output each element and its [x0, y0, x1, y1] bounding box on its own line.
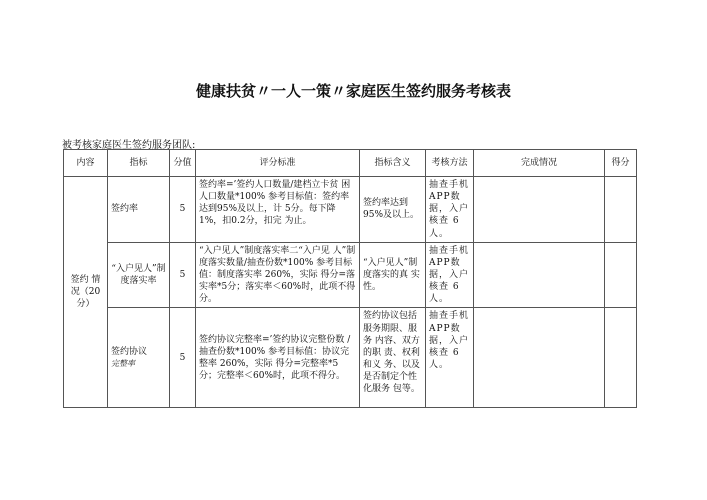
header-method: 考核方法 [426, 150, 474, 177]
method-cell: 抽查手机APP数据，入户核查 6人。 [426, 308, 474, 408]
team-label: 被考核家庭医生签约服务团队: [62, 140, 196, 151]
indicator-cell [108, 308, 170, 408]
meaning-cell: 签约协议包括 服务期限、服务 内容、双方的职 责、权利和义 务、以及是否制定个性化服务 包等。 [360, 308, 426, 408]
header-points: 得分 [605, 150, 637, 177]
header-standard: 评分标准 [196, 150, 360, 177]
meaning-cell: “入户见人”制度落实的真 实性。 [360, 242, 426, 308]
standard-cell: 签约协议完整率=’签约协议完整份数 /抽查份数*100% 参考目标值：协议完整率 260%，实际 得分=完整率*5分；完整率＜60%时，此项不得分。 [196, 308, 360, 408]
standard-cell: 签约率=’签约人口数量/建档立卡贫 困人口数量*100% 参考目标值：签约率达到95%及以上，计 5分。每下降1%，扣0.2分，扣完 为止。 [196, 177, 360, 243]
indicator-cell: 签约率 [108, 177, 170, 243]
method-cell: 抽查手机APP数据，入户核查 6人。 [426, 242, 474, 308]
score-cell: 5 [170, 177, 196, 243]
score-cell: 5 [170, 242, 196, 308]
indicator-label: 签约协议 [111, 347, 148, 358]
completion-cell[interactable] [474, 242, 605, 308]
meaning-cell: 签约率达到 95%及以上。 [360, 177, 426, 243]
points-cell[interactable] [605, 177, 637, 243]
header-content: 内容 [64, 150, 108, 177]
table-row [64, 177, 637, 243]
points-cell[interactable] [605, 242, 637, 308]
method-cell: 抽查手机APP数据，入户核查 6人。 [426, 177, 474, 243]
header-score: 分值 [170, 150, 196, 177]
header-completion: 完成情况 [474, 150, 605, 177]
points-cell[interactable] [605, 308, 637, 408]
category-cell: 签约 情况（20分） [64, 177, 108, 408]
completion-cell[interactable] [474, 177, 605, 243]
indicator-cell: “入户见人”制度落实率 [108, 242, 170, 308]
table-row [64, 242, 637, 308]
score-cell: 5 [170, 308, 196, 408]
header-row [64, 150, 637, 177]
page-title: 健康扶贫〃一人一策〃家庭医生签约服务考核表 [195, 82, 511, 100]
table-row [64, 308, 637, 408]
assessment-table [63, 149, 637, 408]
indicator-label-extra: 完整率 [111, 358, 135, 368]
standard-cell: “入户见人”制度落实率二“入户见 人”制度落实数量/抽查份数*100% 参考目标值：制度落实率 260%，实际 得分=落实率*5分；落实率＜60%时，此项不得分。 [196, 242, 360, 308]
header-meaning: 指标含义 [360, 150, 426, 177]
completion-cell[interactable] [474, 308, 605, 408]
header-indicator: 指标 [108, 150, 170, 177]
